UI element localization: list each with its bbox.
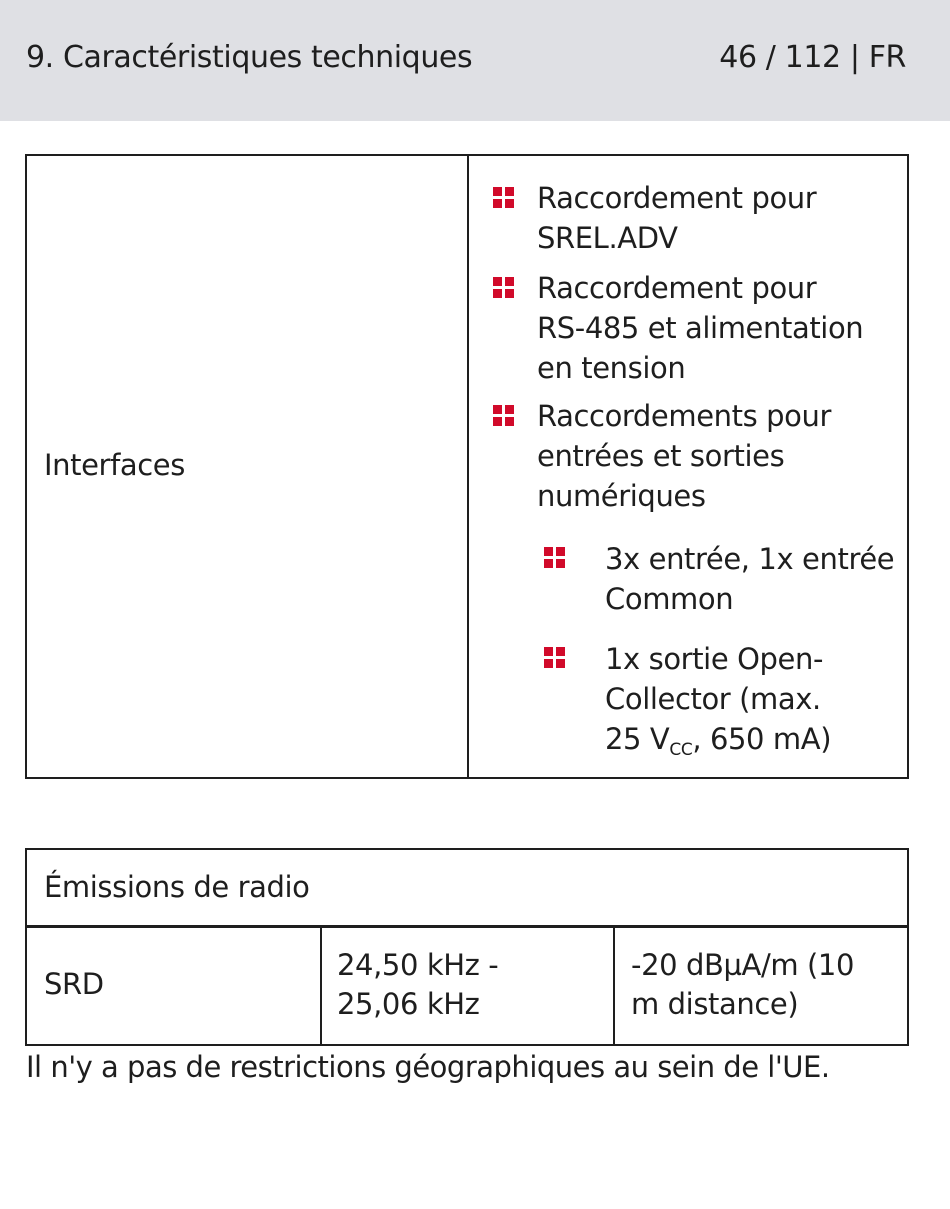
header-divider <box>27 925 907 928</box>
red-square-bullet-icon <box>493 277 515 299</box>
column-divider <box>613 928 615 1044</box>
sub-bullet-item: 3x entrée, 1x entrée Common <box>605 542 895 616</box>
bullet-item: Raccordements pour entrées et sorties numériques <box>537 399 832 513</box>
bullet-item: Raccordement pour SREL.ADV <box>537 181 817 255</box>
page-indicator: 46 / 112 | FR <box>719 40 906 75</box>
red-square-bullet-icon <box>544 547 566 569</box>
red-square-bullet-icon <box>493 187 515 209</box>
radio-emissions-table <box>25 848 909 1046</box>
sub-bullet-item: 1x sortie Open- Collector (max. 25 $V_{CC}$, 650 mA) <box>605 642 832 760</box>
column-divider <box>467 156 469 777</box>
column-divider <box>320 928 322 1044</box>
bullet-item: Raccordement pour RS-485 et alimentation en tension <box>537 271 864 385</box>
interfaces-table <box>25 154 909 779</box>
footnote: Il n'y a pas de restrictions géographiques au sein de l'UE. <box>26 1050 830 1084</box>
red-square-bullet-icon <box>493 405 515 427</box>
page-header <box>0 0 950 121</box>
radio-type-cell: SRD <box>44 967 104 1001</box>
power-cell: -20 dBµA/m (10 m distance) <box>631 948 855 1021</box>
radio-table-title: Émissions de radio <box>44 870 310 904</box>
red-square-bullet-icon <box>544 647 566 669</box>
interfaces-label: Interfaces <box>44 448 185 482</box>
section-title: 9. Caractéristiques techniques <box>26 40 473 75</box>
frequency-cell: 24,50 kHz - 25,06 kHz <box>337 948 499 1021</box>
